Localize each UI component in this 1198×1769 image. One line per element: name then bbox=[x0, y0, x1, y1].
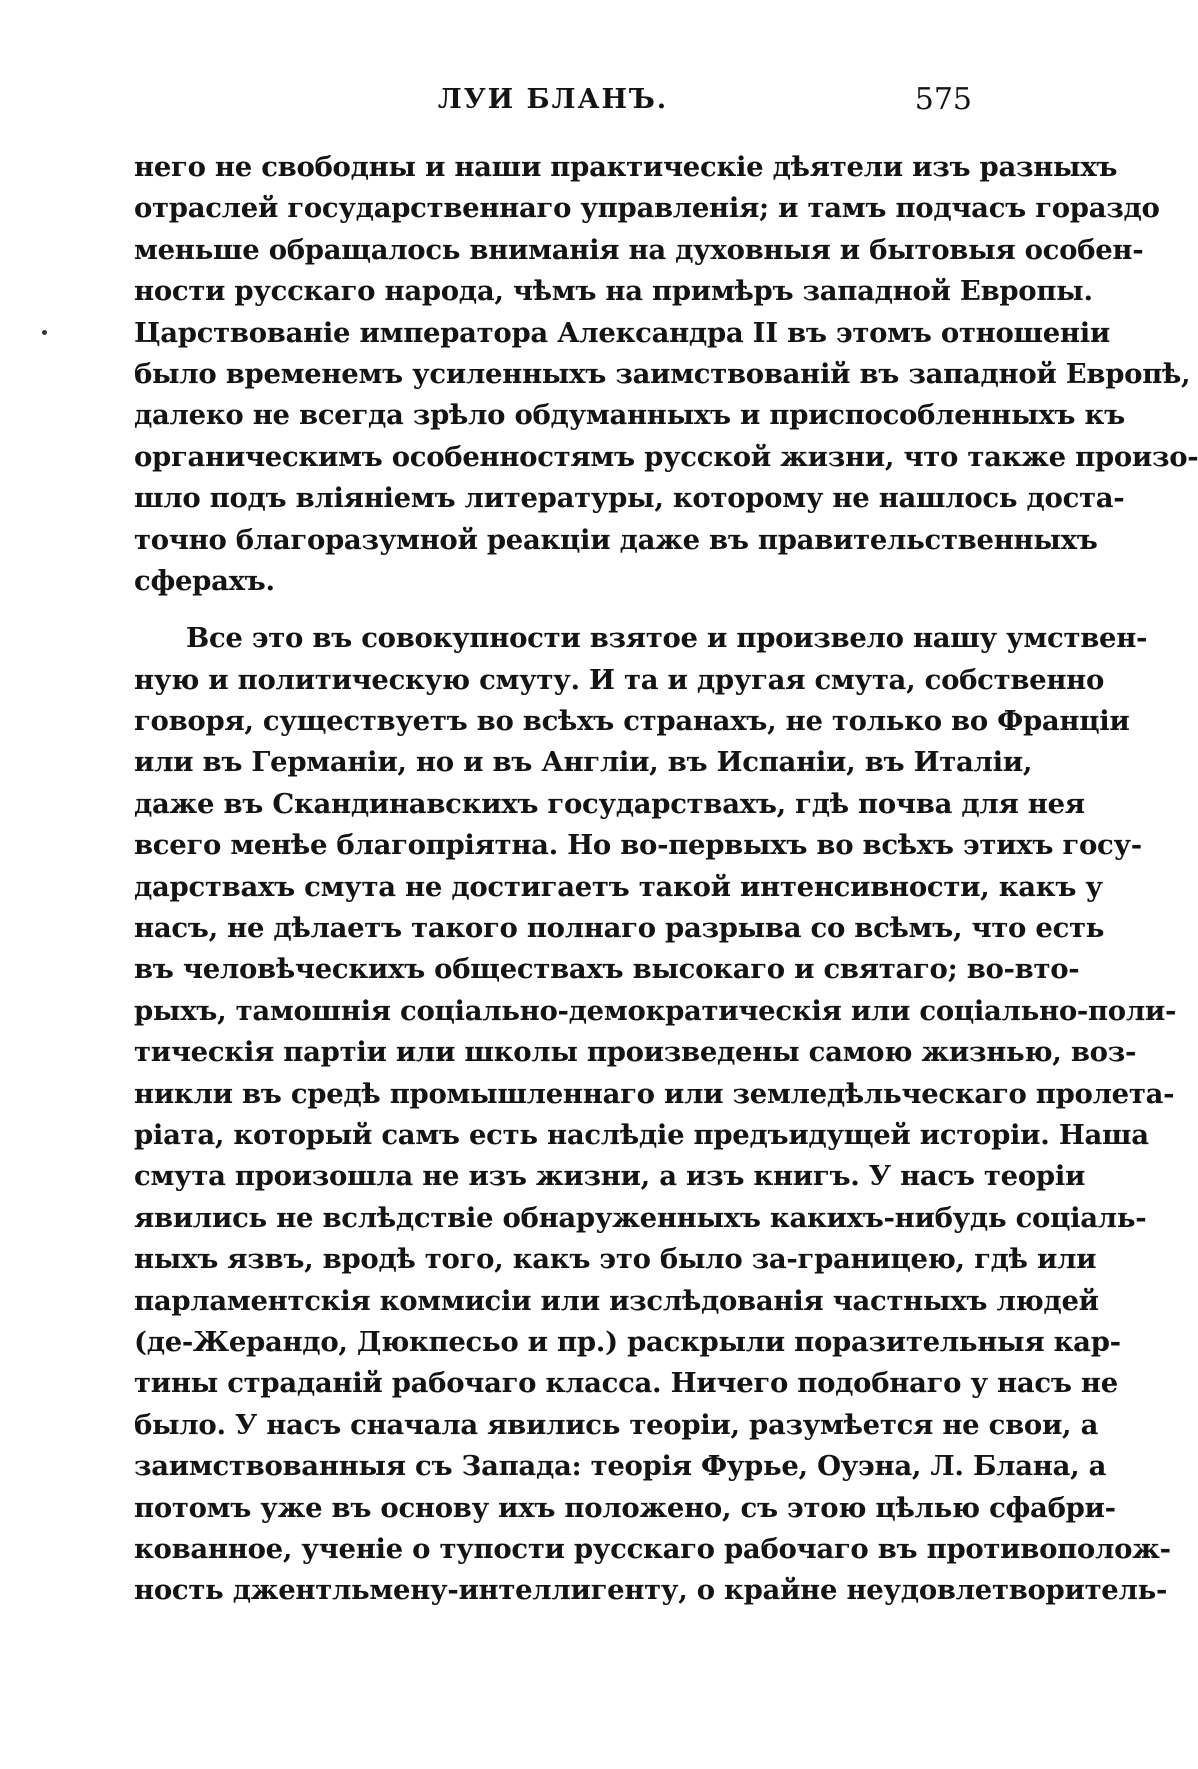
text-line: явились не вслѣдствіе обнаруженныхъ какихъ-нибудь соціаль- bbox=[134, 1201, 1147, 1234]
text-line: шло подъ вліяніемъ литературы, которому не нашлось доста- bbox=[134, 482, 1125, 515]
text-line: точно благоразумной реакціи даже въ правительственныхъ bbox=[134, 523, 1098, 556]
text-line: было временемъ усиленныхъ заимствованій въ западной Европѣ, bbox=[134, 357, 1191, 390]
running-title: ЛУИ БЛАНЪ. bbox=[437, 84, 669, 115]
text-line: смута произошла не изъ жизни, а изъ книгъ. У насъ теоріи bbox=[134, 1160, 1086, 1193]
page-header bbox=[134, 80, 972, 120]
text-line: органическимъ особенностямъ русской жизни, что также произо- bbox=[134, 440, 1198, 473]
text-line: (де-Жерандо, Дюкпесьо и пр.) раскрыли поразительныя кар- bbox=[134, 1325, 1121, 1358]
text-line: меньше обращалось вниманія на духовныя и бытовыя особен- bbox=[134, 233, 1144, 266]
paragraph-2 bbox=[134, 618, 1177, 1611]
paragraph-1 bbox=[134, 147, 1198, 602]
paragraph-gap bbox=[134, 602, 972, 618]
text-line: насъ, не дѣлаетъ такого полнаго разрыва со всѣмъ, что есть bbox=[134, 912, 1105, 945]
page-number: 575 bbox=[914, 82, 972, 117]
text-line: Все это въ совокупности взятое и произвело нашу умствен- bbox=[186, 622, 1148, 655]
text-line: ріата, который самъ есть наслѣдіе предъидущей исторіи. Наша bbox=[134, 1118, 1149, 1151]
text-line: сферахъ. bbox=[134, 564, 275, 597]
text-line: или въ Германіи, но и въ Англіи, въ Испаніи, въ Италіи, bbox=[134, 746, 1033, 779]
text-line: даже въ Скандинавскихъ государствахъ, гдѣ почва для нея bbox=[134, 787, 1085, 820]
text-line: тины страданій рабочаго класса. Ничего подобнаго у насъ не bbox=[134, 1367, 1118, 1400]
text-line: всего менѣе благопріятна. Но во-первыхъ во всѣхъ этихъ госу- bbox=[134, 829, 1142, 862]
text-line: говоря, существуетъ во всѣхъ странахъ, не только во Франціи bbox=[134, 705, 1130, 738]
text-line: отраслей государственнаго управленія; и тамъ подчасъ гораздо bbox=[134, 192, 1160, 225]
text-line: заимствованныя съ Запада: теорія Фурье, Оуэна, Л. Блана, а bbox=[134, 1450, 1107, 1483]
text-line: потомъ уже въ основу ихъ положено, съ этою цѣлью сфабри- bbox=[134, 1491, 1116, 1524]
text-line: дарствахъ смута не достигаетъ такой интенсивности, какъ у bbox=[134, 870, 1103, 903]
text-line: рыхъ, тамошнія соціально-демократическія или соціально-поли- bbox=[134, 994, 1177, 1027]
body-text bbox=[134, 147, 1198, 1612]
text-line: ность джентльмену-интеллигенту, о крайне неудовлетворитель- bbox=[134, 1574, 1168, 1607]
text-line: въ человѣческихъ обществахъ высокаго и святаго; во-вто- bbox=[134, 953, 1080, 986]
text-line: тическія партіи или школы произведены самою жизнью, воз- bbox=[134, 1036, 1137, 1069]
text-line: далеко не всегда зрѣло обдуманныхъ и приспособленныхъ къ bbox=[134, 399, 1125, 432]
text-line: ную и политическую смуту. И та и другая смута, собственно bbox=[134, 663, 1105, 696]
text-line: было. У насъ сначала явились теоріи, разумѣется не свои, а bbox=[134, 1408, 1099, 1441]
text-line: Царствованіе императора Александра II въ этомъ отношеніи bbox=[134, 316, 1111, 349]
text-line: кованное, ученіе о тупости русскаго рабочаго въ противополож- bbox=[134, 1532, 1171, 1565]
text-line: ности русскаго народа, чѣмъ на примѣръ западной Европы. bbox=[134, 275, 1093, 308]
text-line: никли въ средѣ промышленнаго или земледѣльческаго пролета- bbox=[134, 1077, 1175, 1110]
margin-mark bbox=[42, 330, 47, 335]
text-line: ныхъ язвъ, вродѣ того, какъ это было за-границею, гдѣ или bbox=[134, 1243, 1097, 1276]
text-line: него не свободны и наши практическіе дѣятели изъ разныхъ bbox=[134, 151, 1118, 183]
text-line: парламентскія коммисіи или изслѣдованія частныхъ людей bbox=[134, 1284, 1099, 1317]
